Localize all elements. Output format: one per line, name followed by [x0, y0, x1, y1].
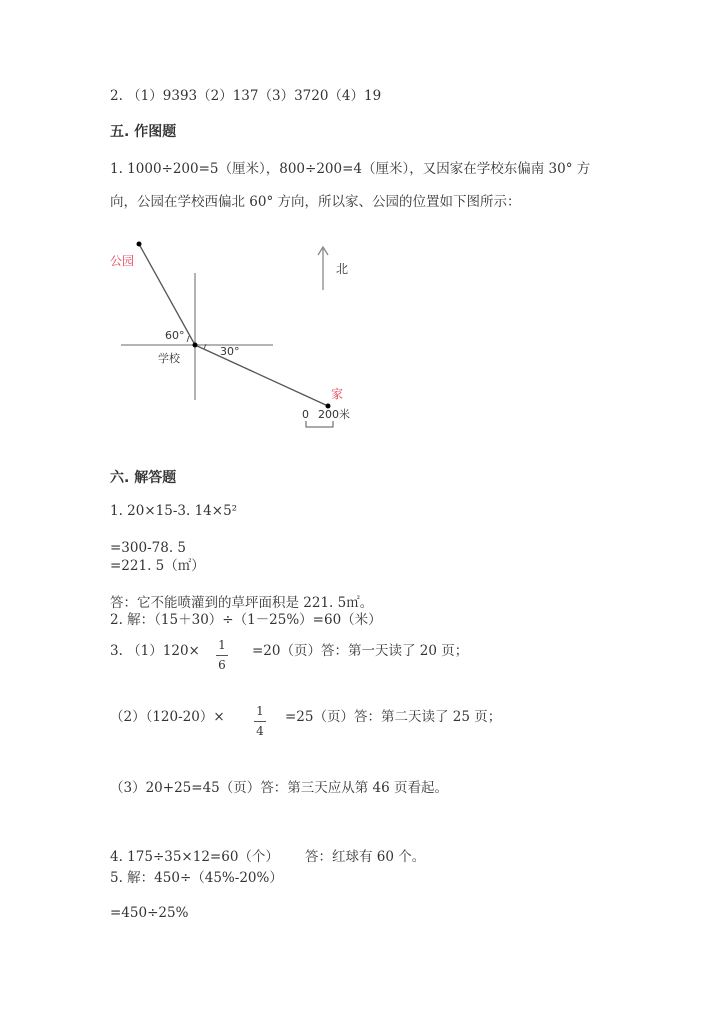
scale-bar [306, 421, 333, 427]
map-diagram [0, 0, 720, 440]
park-label: 公园 [110, 254, 135, 268]
answer-line: 1. 1000÷200=5（厘米），800÷200=4（厘米），又因家在学校东偏南 30° 方 [110, 161, 591, 177]
answer-line: 向，公园在学校西偏北 60° 方向，所以家、公园的位置如下图所示： [110, 194, 521, 210]
scale-label: 200米 [318, 408, 350, 421]
north-label: 北 [336, 262, 349, 276]
park-angle-label: 60° [165, 329, 185, 342]
answer-line: 答：红球有 60 个。 [305, 849, 426, 865]
answer-line: =20（页）答：第一天读了 20 页； [252, 643, 469, 659]
answer-line: （3）20+25=45（页）答：第三天应从第 46 页看起。 [110, 780, 449, 796]
answer-line: 1. 20×15-3. 14×5² [110, 503, 238, 519]
answer-line: 4. 175÷35×12=60（个） [110, 849, 279, 865]
fraction: 1 4 [254, 704, 266, 739]
home-line [195, 345, 328, 406]
home-label: 家 [331, 387, 344, 401]
section-heading-5: 五. 作图题 [110, 124, 177, 140]
school-label: 学校 [158, 352, 180, 365]
home-angle-label: 30° [220, 345, 240, 358]
school-point [193, 343, 198, 348]
answer-line: =25（页）答：第二天读了 25 页； [285, 709, 502, 725]
answer-line: 答：它不能喷灌到的草坪面积是 221. 5㎡。 [110, 595, 374, 611]
answer-line: =221. 5（㎡） [110, 558, 205, 574]
fraction: 1 6 [216, 638, 228, 673]
section-heading-6: 六. 解答题 [110, 470, 177, 486]
answer-line: （2）（120-20）× [110, 709, 225, 725]
scale-zero: 0 [302, 408, 309, 421]
answer-line: =300-78. 5 [110, 540, 186, 556]
answer-line: 3. （1）120× [110, 643, 200, 659]
answer-line: =450÷25% [110, 905, 189, 921]
answer-line: 2. （1）9393（2）137（3）3720（4）19 [110, 88, 382, 104]
answer-line: 5. 解：450÷（45%-20%） [110, 870, 283, 886]
answer-line: 2. 解：（15＋30）÷（1－25%）=60（米） [110, 612, 382, 628]
park-point [137, 242, 142, 247]
